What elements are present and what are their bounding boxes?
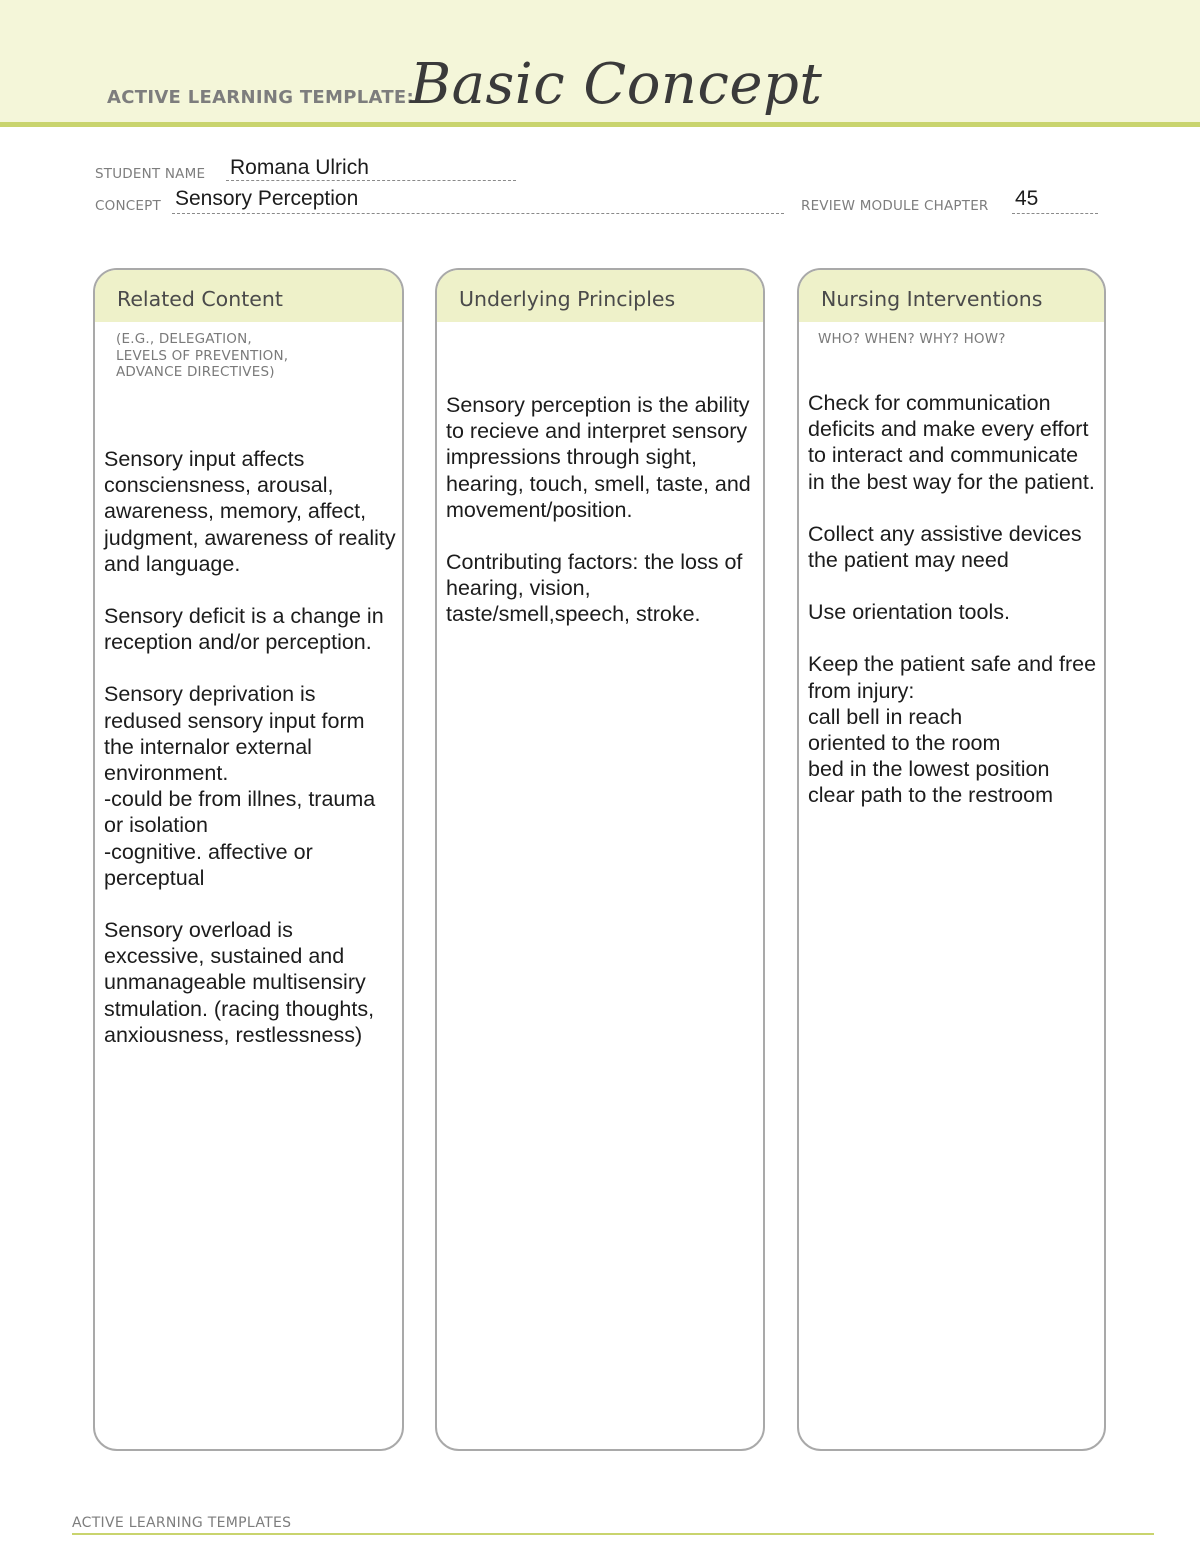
- paragraph: Contributing factors: the loss of hearing, vision, taste/smell,speech, stroke.: [446, 550, 743, 627]
- nursing-interventions-title: Nursing Interventions: [821, 287, 1043, 311]
- related-content-card: [93, 268, 404, 1451]
- review-module-label: REVIEW MODULE CHAPTER: [801, 198, 989, 214]
- hint-line: ADVANCE DIRECTIVES): [116, 364, 275, 380]
- paragraph: Sensory perception is the ability to recieve and interpret sensory impressions through sight, hearing, touch, smell, taste, and movement/position.: [446, 393, 751, 522]
- underlying-principles-text[interactable]: [446, 392, 758, 654]
- concept-field[interactable]: Sensory Perception: [175, 187, 359, 210]
- paragraph: call bell in reach: [808, 704, 963, 729]
- paragraph: Use orientation tools.: [808, 600, 1010, 625]
- paragraph: Sensory input affects consciensness, arousal, awareness, memory, affect, judgment, awareness of reality and language.: [104, 447, 396, 576]
- related-content-header: [95, 270, 402, 322]
- hint-line: (E.G., DELEGATION,: [116, 331, 252, 347]
- paragraph: Check for communication deficits and make every effort to interact and communicate in the best way for the patient.: [808, 391, 1095, 494]
- related-content-title: Related Content: [117, 287, 283, 311]
- header-rule: [0, 122, 1200, 127]
- paragraph: -cognitive. affective or perceptual: [104, 839, 313, 890]
- paragraph: Collect any assistive devices the patient may need: [808, 521, 1082, 573]
- student-name-underline: [226, 180, 516, 181]
- student-name-field[interactable]: Romana Ulrich: [230, 156, 369, 179]
- paragraph: oriented to the room: [808, 731, 1001, 756]
- nursing-interventions-card: [797, 268, 1106, 1451]
- page-title: Basic Concept: [410, 52, 823, 117]
- nursing-interventions-header: [799, 270, 1104, 322]
- footer-rule: [72, 1533, 1154, 1535]
- concept-label: CONCEPT: [95, 198, 161, 214]
- template-label: ACTIVE LEARNING TEMPLATE:: [107, 87, 414, 108]
- paragraph: Sensory overload is excessive, sustained and unmanageable multisensiry stmulation. (racing thoughts, anxiousness, restlessness): [104, 918, 375, 1047]
- paragraph: Sensory deficit is a change in reception and/or perception.: [104, 604, 384, 655]
- underlying-principles-header: [437, 270, 763, 322]
- review-module-underline: [1012, 213, 1098, 214]
- related-content-hint: [116, 331, 288, 381]
- paragraph: Keep the patient safe and free from injury:: [808, 652, 1097, 703]
- paragraph: Sensory deprivation is redused sensory input form the internalor external environment.: [104, 682, 365, 786]
- nursing-interventions-text[interactable]: [808, 390, 1100, 809]
- paragraph: clear path to the restroom: [808, 783, 1053, 808]
- underlying-principles-title: Underlying Principles: [459, 287, 676, 311]
- hint-line: LEVELS OF PREVENTION,: [116, 347, 289, 364]
- related-content-text[interactable]: [104, 446, 399, 1074]
- student-name-label: STUDENT NAME: [95, 166, 206, 182]
- footer-label: ACTIVE LEARNING TEMPLATES: [72, 1515, 292, 1531]
- underlying-principles-card: [435, 268, 765, 1451]
- concept-underline: [172, 213, 784, 214]
- paragraph: bed in the lowest position: [808, 757, 1050, 782]
- review-module-field[interactable]: 45: [1015, 187, 1039, 210]
- paragraph: -could be from illnes, trauma or isolation: [104, 787, 376, 838]
- nursing-interventions-hint: WHO? WHEN? WHY? HOW?: [818, 331, 1006, 347]
